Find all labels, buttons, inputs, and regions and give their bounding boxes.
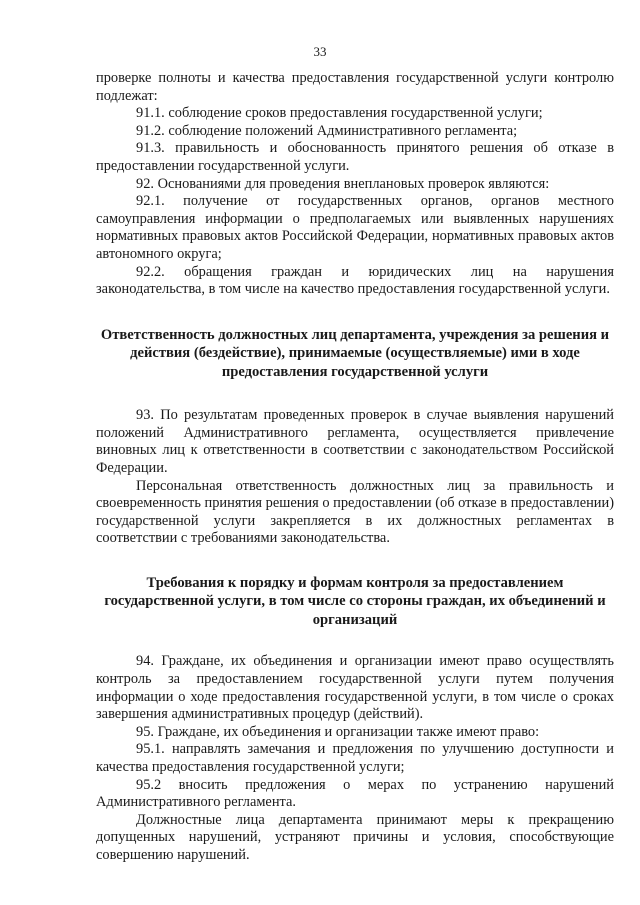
section-heading-control-requirements: Требования к порядку и формам контроля за предоставлением государственной услуги, в том числе со стороны граждан, их объединений и организаций	[104, 574, 606, 628]
paragraph-91-1: 91.1. соблюдение сроков предоставления государственной услуги;	[136, 105, 543, 122]
paragraph-93: 93. По результатам проведенных проверок в случае выявления нарушений положений Административного регламента, осуществляется привлечение виновных лиц к ответственности в соответствии с законодательством Российской Федерации.	[96, 407, 614, 476]
paragraph-95: 95. Граждане, их объединения и организации также имеют право:	[136, 723, 540, 740]
paragraph-personal-responsibility: Персональная ответственность должностных лиц за правильность и своевременность принятия решения о предоставлении (об отказе в предоставлении) государственной услуги закрепляется в их должностных регламентах в соответствии с требованиями законодательства.	[96, 477, 614, 547]
paragraph-91-intro: проверке полноты и качества предоставления государственной услуги контролю подлежат:	[96, 70, 614, 104]
paragraph-officials-measures: Должностные лица департамента принимают меры к прекращению допущенных нарушений, устраняют причины и условия, способствующие совершению нарушений.	[96, 811, 614, 863]
paragraph-94: 94. Граждане, их объединения и организации имеют право осуществлять контроль за предоставлением государственной услуги путем получения информации о ходе предоставления государственной услуги, в том числе о сроках завершения административных процедур (действий).	[96, 653, 614, 723]
document-body	[96, 70, 614, 865]
paragraph-91-2: 91.2. соблюдение положений Административного регламента;	[136, 122, 518, 139]
paragraph-95-2: 95.2 вносить предложения о мерах по устранению нарушений Административного регламента.	[96, 776, 614, 811]
section-heading-responsibility: Ответственность должностных лиц департамента, учреждения за решения и действия (бездействие), принимаемые (осуществляемые) ими в ходе предоставления государственной услуги	[100, 326, 610, 380]
paragraph-91-3: 91.3. правильность и обоснованность принятого решения об отказе в предоставлении государственной услуги.	[96, 140, 614, 174]
paragraph-92-2: 92.2. обращения граждан и юридических лиц на нарушения законодательства, в том числе на качество предоставления государственной услуги.	[96, 263, 614, 298]
paragraph-92-1: 92.1. получение от государственных органов, органов местного самоуправления информации о предполагаемых или выявленных нарушениях нормативных правовых актов Российской Федерации, нормативных правовых актов автономного округа;	[96, 193, 614, 262]
paragraph-95-1: 95.1. направлять замечания и предложения по улучшению доступности и качества предоставления государственной услуги;	[96, 741, 614, 776]
page-number: 33	[313, 44, 327, 59]
paragraph-92: 92. Основаниями для проведения внеплановых проверок являются:	[136, 175, 550, 192]
